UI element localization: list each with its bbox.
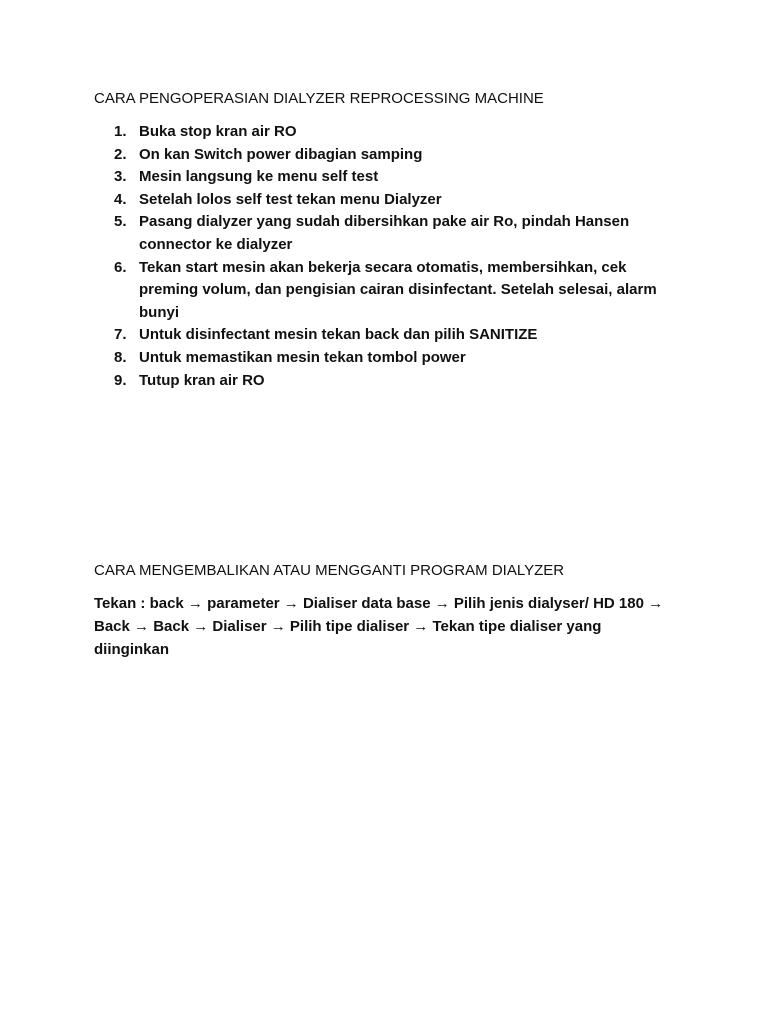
step-number: 4. (114, 190, 127, 208)
list-item (94, 257, 674, 325)
list-item (94, 324, 674, 347)
step-text: Buka stop kran air RO (139, 123, 297, 140)
list-item (94, 347, 674, 370)
step-number: 3. (114, 168, 127, 186)
step-text: Untuk disinfectant mesin tekan back dan pilih SANITIZE (139, 326, 538, 344)
step-number: 8. (114, 348, 127, 366)
step-text: Tekan start mesin akan bekerja secara otomatis, membersihkan, cek preming volum, dan pengisian cairan disinfectant. Setelah selesai, alarm bunyi (139, 258, 657, 321)
program-instructions: Tekan : back → parameter → Dialiser data base → Pilih jenis dialyser/ HD 180 → Back → Back → Dialiser → Pilih tipe dialiser → Tekan tipe dialiser yang diinginkan (94, 595, 664, 658)
step-number: 6. (114, 258, 127, 276)
list-item (94, 211, 674, 256)
step-text: On kan Switch power dibagian samping (139, 145, 423, 163)
section-title-program: CARA MENGEMBALIKAN ATAU MENGGANTI PROGRAM DIALYZER (94, 562, 565, 579)
step-number: 7. (114, 326, 127, 344)
list-item (94, 370, 674, 393)
step-text: Tutup kran air RO (139, 371, 265, 389)
step-text: Mesin langsung ke menu self test (139, 168, 379, 186)
step-number: 2. (114, 145, 127, 163)
step-text: Setelah lolos self test tekan menu Dialyzer (139, 190, 442, 208)
step-text: Untuk memastikan mesin tekan tombol power (139, 348, 466, 366)
step-text: Pasang dialyzer yang sudah dibersihkan pake air Ro, pindah Hansen connector ke dialyzer (139, 213, 630, 253)
step-number: 5. (114, 213, 127, 231)
operation-steps-list (94, 121, 674, 392)
list-item (94, 121, 674, 144)
list-item (94, 144, 674, 167)
list-item (94, 166, 674, 189)
list-item (94, 189, 674, 212)
section-title-operation: CARA PENGOPERASIAN DIALYZER REPROCESSING MACHINE (94, 90, 544, 107)
step-number: 1. (114, 123, 127, 140)
step-number: 9. (114, 371, 127, 389)
